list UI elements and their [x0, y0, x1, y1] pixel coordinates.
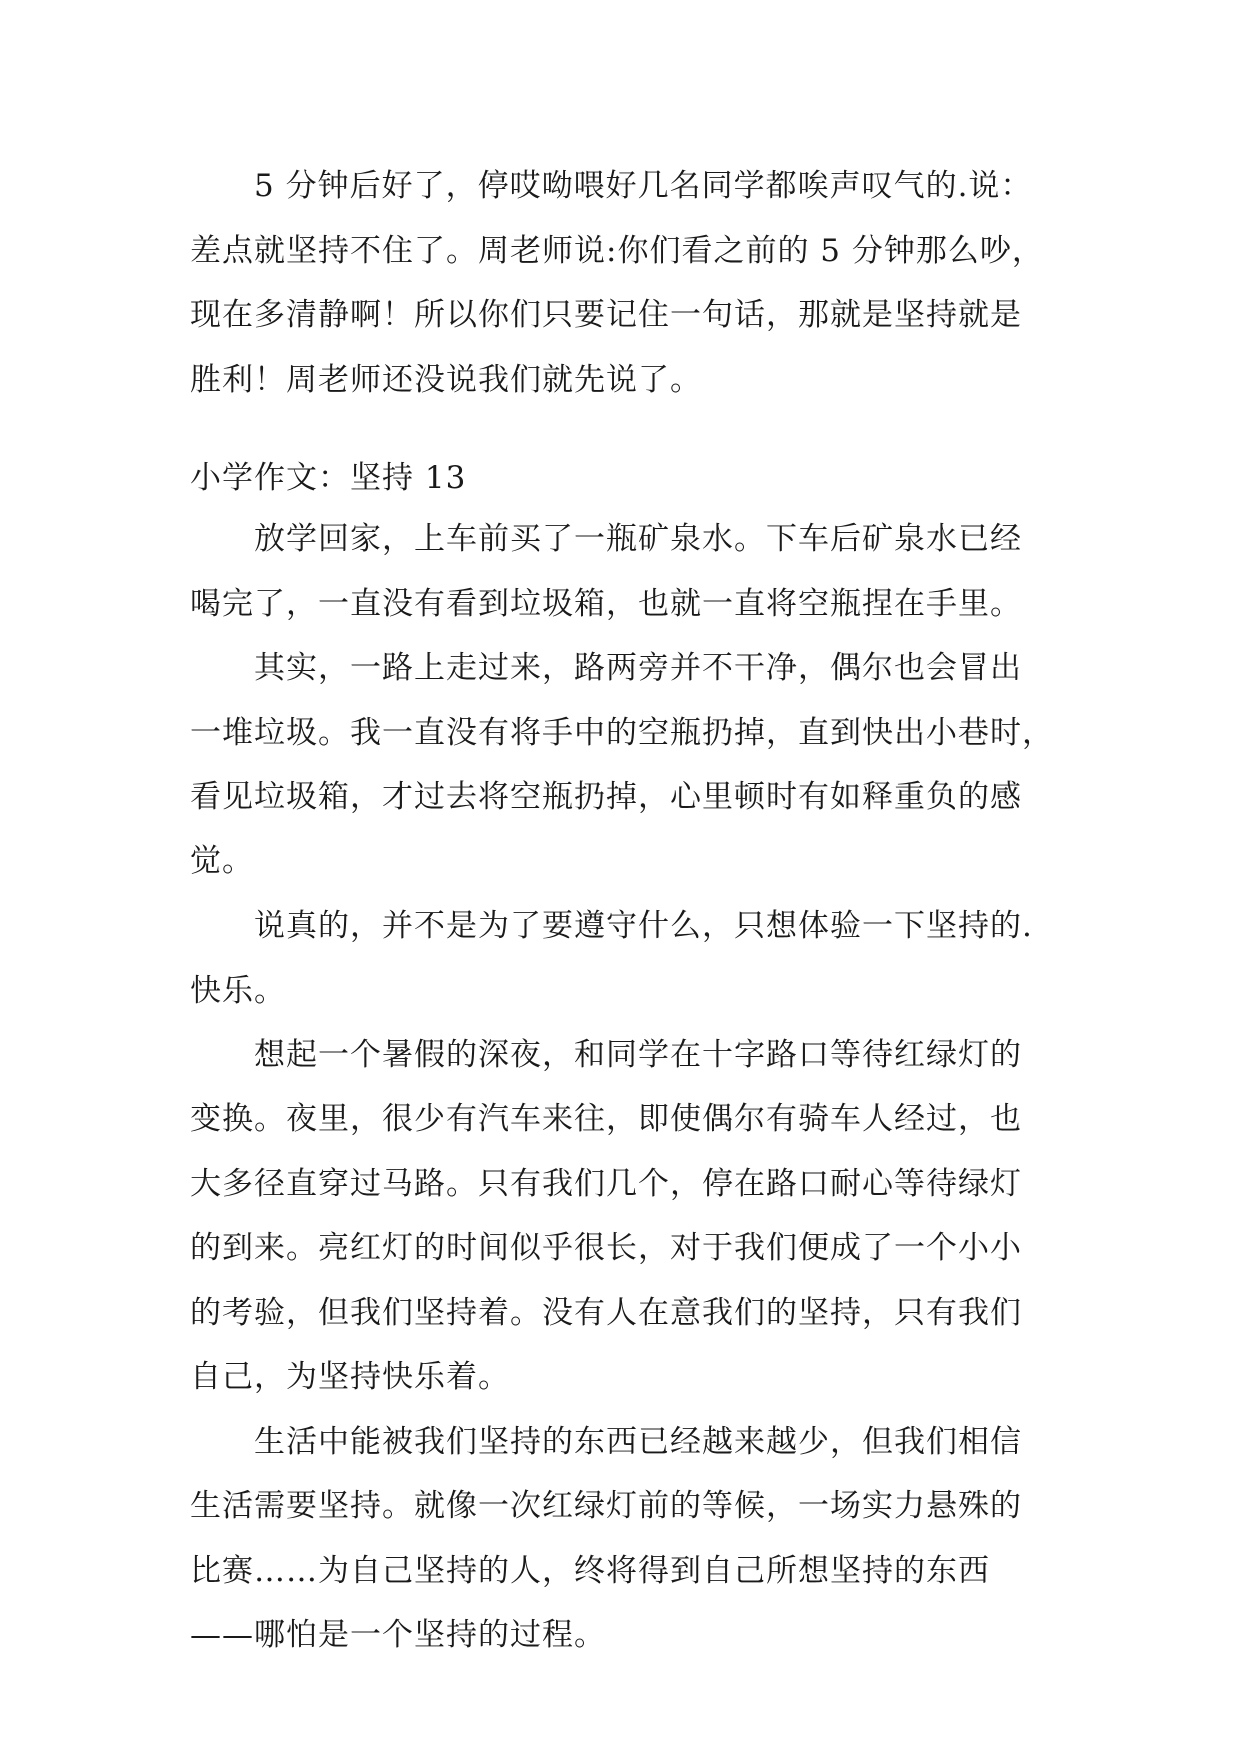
paragraph-line: 胜利！周老师还没说我们就先说了。 [190, 362, 702, 398]
paragraph-line: 觉。 [190, 843, 254, 879]
paragraph-line: 差点就坚持不住了。周老师说:你们看之前的 5 分钟那么吵， [190, 233, 1044, 269]
paragraph-line: 的考验，但我们坚持着。没有人在意我们的坚持，只有我们 [190, 1295, 1022, 1331]
paragraph-line: 生活中能被我们坚持的东西已经越来越少，但我们相信 [254, 1424, 1022, 1460]
paragraph-line: 比赛……为自己坚持的人，终将得到自己所想坚持的东西 [190, 1553, 990, 1589]
paragraph-line: 的到来。亮红灯的时间似乎很长，对于我们便成了一个小小 [190, 1230, 1022, 1266]
paragraph-line: 自己，为坚持快乐着。 [190, 1359, 510, 1395]
paragraph-line: 大多径直穿过马路。只有我们几个，停在路口耐心等待绿灯 [190, 1166, 1022, 1202]
paragraph-line: 生活需要坚持。就像一次红绿灯前的等候，一场实力悬殊的 [190, 1488, 1022, 1524]
paragraph-line: 一堆垃圾。我一直没有将手中的空瓶扔掉，直到快出小巷时， [190, 715, 1054, 751]
paragraph-line: 放学回家，上车前买了一瓶矿泉水。下车后矿泉水已经 [254, 521, 1022, 557]
paragraph-line: 想起一个暑假的深夜，和同学在十字路口等待红绿灯的 [254, 1037, 1022, 1073]
paragraph-line: 喝完了，一直没有看到垃圾箱，也就一直将空瓶捏在手里。 [190, 586, 1022, 622]
paragraph-line: 其实，一路上走过来，路两旁并不干净，偶尔也会冒出 [254, 650, 1022, 686]
paragraph-line: ——哪怕是一个坚持的过程。 [190, 1617, 606, 1653]
paragraph-line: 说真的，并不是为了要遵守什么，只想体验一下坚持的. [254, 908, 1033, 944]
paragraph-line: 5 分钟后好了，停哎呦喂好几名同学都唉声叹气的.说： [254, 168, 1033, 204]
paragraph-line: 快乐。 [190, 973, 286, 1009]
paragraph-line: 看见垃圾箱，才过去将空瓶扔掉，心里顿时有如释重负的感 [190, 779, 1022, 815]
paragraph-line: 现在多清静啊！所以你们只要记住一句话，那就是坚持就是 [190, 297, 1022, 333]
paragraph-line: 变换。夜里，很少有汽车来往，即使偶尔有骑车人经过，也 [190, 1101, 1022, 1137]
section-title: 小学作文：坚持 13 [190, 460, 467, 496]
